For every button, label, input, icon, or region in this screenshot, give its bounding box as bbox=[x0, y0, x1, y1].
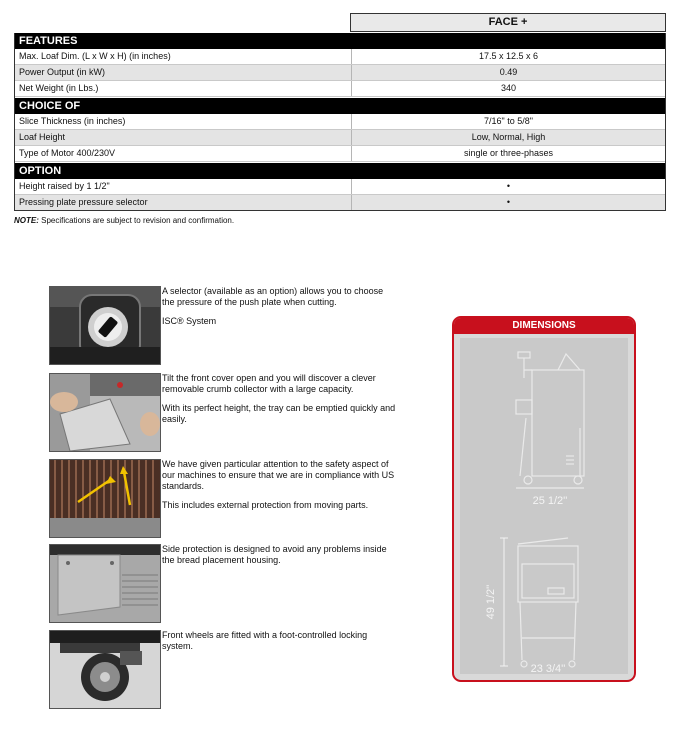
feature-text-5 bbox=[162, 630, 397, 660]
photo-crumb-collector bbox=[49, 373, 161, 452]
row-label: Slice Thickness (in inches) bbox=[15, 114, 352, 129]
feature-paragraph: Tilt the front cover open and you will discover a clever removable crumb collector with a large capacity. bbox=[162, 373, 376, 394]
row-value: 0.49 bbox=[499, 67, 518, 77]
dimension-drawing-svg bbox=[460, 338, 628, 674]
feature-paragraph: A selector (available as an option) allows you to choose the pressure of the push plate when cutting. bbox=[162, 286, 384, 307]
row-label: Pressing plate pressure selector bbox=[15, 195, 352, 210]
spec-table-body bbox=[14, 33, 666, 211]
photo-side-protection bbox=[49, 544, 161, 623]
row-label: Loaf Height bbox=[15, 130, 352, 145]
feature-paragraph: We have given particular attention to the safety aspect of our machines to ensure that we are in compliance with US standards. bbox=[162, 459, 395, 491]
depth-dimension-label: 25 1/2'' bbox=[532, 495, 568, 507]
feature-paragraph: Side protection is designed to avoid any problems inside the bread placement housing. bbox=[162, 544, 387, 565]
spec-table bbox=[14, 13, 666, 211]
height-dimension-label: 49 1/2'' bbox=[485, 584, 497, 620]
note-text: Specifications are subject to revision and confirmation. bbox=[38, 216, 235, 225]
photo-safety-blades bbox=[49, 459, 161, 538]
photo-pressure-selector bbox=[49, 286, 161, 365]
section-option: OPTION bbox=[15, 163, 665, 179]
dimensions-panel bbox=[452, 316, 636, 682]
row-label: Power Output (in kW) bbox=[15, 65, 352, 80]
section-choice-of: CHOICE OF bbox=[15, 98, 665, 114]
row-label: Max. Loaf Dim. (L x W x H) (in inches) bbox=[15, 49, 352, 64]
row-value: Low, Normal, High bbox=[471, 132, 546, 142]
feature-text-1 bbox=[162, 286, 397, 335]
column-header: FACE + bbox=[350, 13, 666, 32]
dimensions-title: DIMENSIONS bbox=[454, 318, 634, 334]
section-features: FEATURES bbox=[15, 33, 665, 49]
row-label: Height raised by 1 1/2" bbox=[15, 179, 352, 194]
row-label: Type of Motor 400/230V bbox=[15, 146, 352, 161]
photo-locking-wheel bbox=[49, 630, 161, 709]
table-row bbox=[15, 146, 665, 162]
feature-paragraph: With its perfect height, the tray can be emptied quickly and easily. bbox=[162, 403, 396, 424]
row-value: • bbox=[506, 197, 511, 207]
table-row bbox=[15, 81, 665, 97]
feature-text-4 bbox=[162, 544, 397, 574]
row-value: • bbox=[506, 181, 511, 191]
row-value: 7/16" to 5/8" bbox=[484, 116, 533, 126]
feature-paragraph: Front wheels are fitted with a foot-controlled locking system. bbox=[162, 630, 368, 651]
spec-note bbox=[14, 216, 234, 225]
width-dimension-label: 23 3/4'' bbox=[530, 663, 566, 674]
feature-text-2 bbox=[162, 373, 397, 433]
row-value: 340 bbox=[500, 83, 517, 93]
table-row bbox=[15, 130, 665, 146]
table-row bbox=[15, 114, 665, 130]
feature-paragraph: This includes external protection from moving parts. bbox=[162, 500, 369, 510]
table-row bbox=[15, 49, 665, 65]
row-value: 17.5 x 12.5 x 6 bbox=[478, 51, 539, 61]
row-value: single or three-phases bbox=[463, 148, 554, 158]
row-label: Net Weight (in Lbs.) bbox=[15, 81, 352, 96]
table-row bbox=[15, 65, 665, 81]
table-row bbox=[15, 195, 665, 210]
feature-text-3 bbox=[162, 459, 397, 519]
table-row bbox=[15, 179, 665, 195]
feature-paragraph: ISC® System bbox=[162, 316, 217, 326]
dimensions-drawing bbox=[460, 338, 628, 674]
note-prefix: NOTE: bbox=[14, 216, 39, 225]
